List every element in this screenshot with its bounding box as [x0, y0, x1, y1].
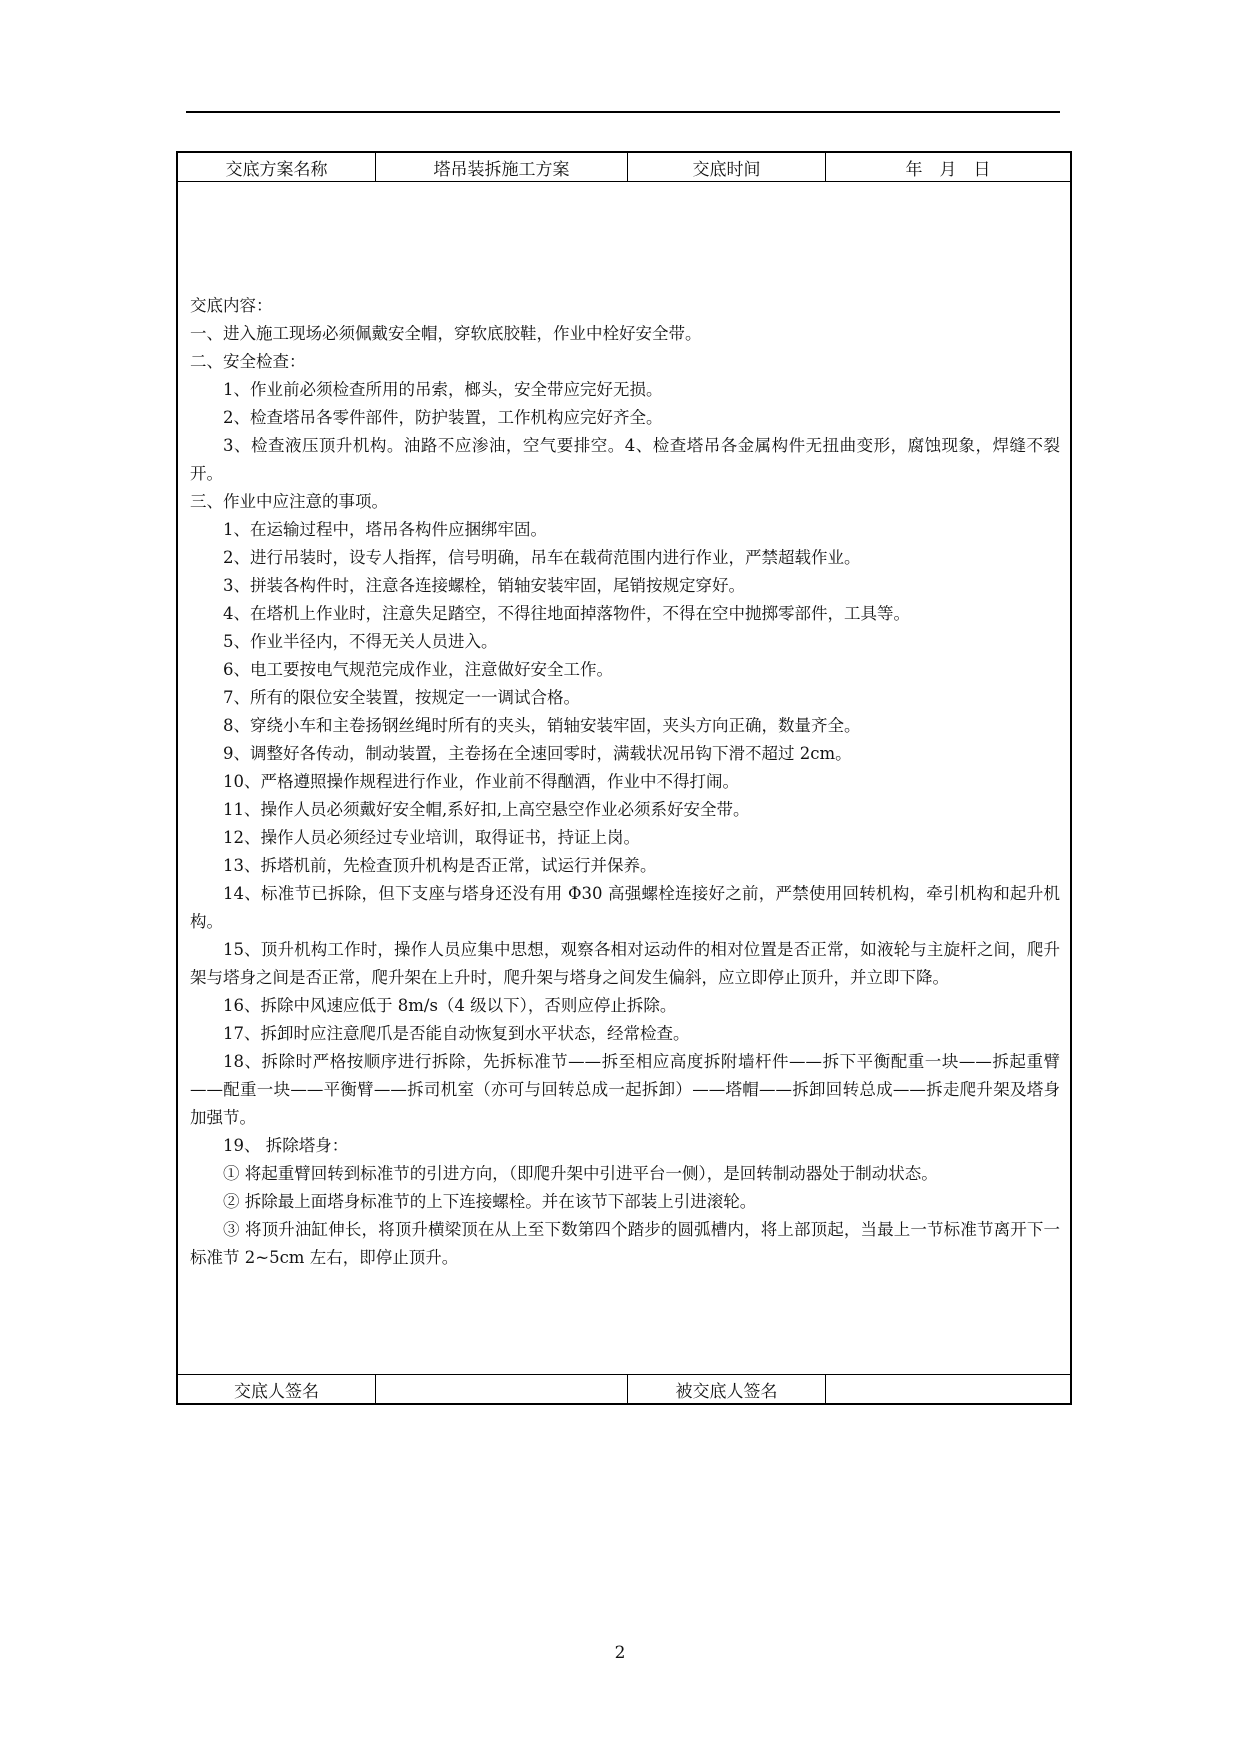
content-line: 15、顶升机构工作时，操作人员应集中思想，观察各相对运动件的相对位置是否正常，如液轮与主旋杆之间，爬升架与塔身之间是否正常，爬升架在上升时，爬升架与塔身之间发生偏斜，应立即停止顶升，并立即下降。 [190, 940, 1060, 987]
receiver-label: 被交底人签名 [628, 1375, 826, 1403]
disclosure-time-label: 交底时间 [628, 153, 826, 181]
disclosure-content [190, 292, 1060, 1272]
content-heading: 交底内容： [190, 296, 273, 315]
plan-name-value: 塔吊装拆施工方案 [376, 153, 628, 181]
content-line: 13、拆塔机前，先检查顶升机构是否正常，试运行并保养。 [223, 856, 657, 875]
content-line: 2、检查塔吊各零件部件，防护装置，工作机构应完好齐全。 [223, 408, 663, 427]
receiver-field [826, 1375, 1070, 1403]
content-line: 9、调整好各传动，制动装置，主卷扬在全速回零时，满载状况吊钩下滑不超过 2cm。 [223, 744, 852, 763]
signature-row [178, 1374, 1070, 1403]
page-number: 2 [614, 1643, 626, 1663]
header-row [178, 153, 1070, 182]
content-line: 16、拆除中风速应低于 8m/s（4 级以下），否则应停止拆除。 [223, 996, 677, 1015]
content-line: 5、作业半径内，不得无关人员进入。 [223, 632, 498, 651]
plan-name-label: 交底方案名称 [178, 153, 376, 181]
content-line: 12、操作人员必须经过专业培训，取得证书，持证上岗。 [223, 828, 640, 847]
content-line: 3、检查液压顶升机构。油路不应渗油，空气要排空。4、检查塔吊各金属构件无扭曲变形，腐蚀现象，焊缝不裂开。 [190, 436, 1060, 483]
disclosure-time-value: 年 月 日 [905, 159, 991, 180]
content-line: 18、拆除时严格按顺序进行拆除，先拆标准节——拆至相应高度拆附墙杆件——拆下平衡配重一块——拆起重臂——配重一块——平衡臂——拆司机室（亦可与回转总成一起拆卸）——塔帽——拆卸回转总成——拆走爬升架及塔身加强节。 [190, 1052, 1060, 1127]
content-line: 一、进入施工现场必须佩戴安全帽，穿软底胶鞋，作业中栓好安全带。 [190, 324, 702, 343]
content-lines [190, 320, 1060, 1272]
content-line: 7、所有的限位安全装置，按规定一一调试合格。 [223, 688, 580, 707]
content-line: 4、在塔机上作业时，注意失足踏空，不得往地面掉落物件，不得在空中抛掷零部件，工具等。 [223, 604, 910, 623]
content-line: 8、穿绕小车和主卷扬钢丝绳时所有的夹头，销轴安装牢固，夹头方向正确，数量齐全。 [223, 716, 861, 735]
content-line: 2、进行吊装时，设专人指挥，信号明确，吊车在载荷范围内进行作业，严禁超载作业。 [223, 548, 861, 567]
content-line: 10、严格遵照操作规程进行作业，作业前不得酗酒，作业中不得打闹。 [223, 772, 739, 791]
content-line: 1、在运输过程中，塔吊各构件应捆绑牢固。 [223, 520, 547, 539]
content-line: 三、作业中应注意的事项。 [190, 492, 388, 511]
signer-field [376, 1375, 628, 1403]
content-line: 17、拆卸时应注意爬爪是否能自动恢复到水平状态，经常检查。 [223, 1024, 690, 1043]
content-line: 19、 拆除塔身： [223, 1136, 349, 1155]
content-line: ② 拆除最上面塔身标准节的上下连接螺栓。并在该节下部装上引进滚轮。 [223, 1192, 757, 1211]
content-line: ① 将起重臂回转到标准节的引进方向，（即爬升架中引进平台一侧），是回转制动器处于制动状态。 [223, 1164, 938, 1183]
header-rule [186, 111, 1060, 113]
content-line: ③ 将顶升油缸伸长，将顶升横梁顶在从上至下数第四个踏步的圆弧槽内，将上部顶起，当最上一节标准节离开下一标准节 2~5cm 左右，即停止顶升。 [190, 1220, 1060, 1267]
content-line: 1、作业前必须检查所用的吊索，榔头，安全带应完好无损。 [223, 380, 663, 399]
signer-label: 交底人签名 [178, 1375, 376, 1403]
content-line: 6、电工要按电气规范完成作业，注意做好安全工作。 [223, 660, 613, 679]
content-line: 3、拼装各构件时，注意各连接螺栓，销轴安装牢固，尾销按规定穿好。 [223, 576, 745, 595]
content-line: 二、安全检查： [190, 352, 306, 371]
content-line: 14、标准节已拆除，但下支座与塔身还没有用 Φ30 高强螺栓连接好之前，严禁使用回转机构，牵引机构和起升机构。 [190, 884, 1060, 931]
disclosure-table [176, 151, 1072, 1405]
content-line: 11、操作人员必须戴好安全帽,系好扣,上高空悬空作业必须系好安全带。 [223, 800, 750, 819]
